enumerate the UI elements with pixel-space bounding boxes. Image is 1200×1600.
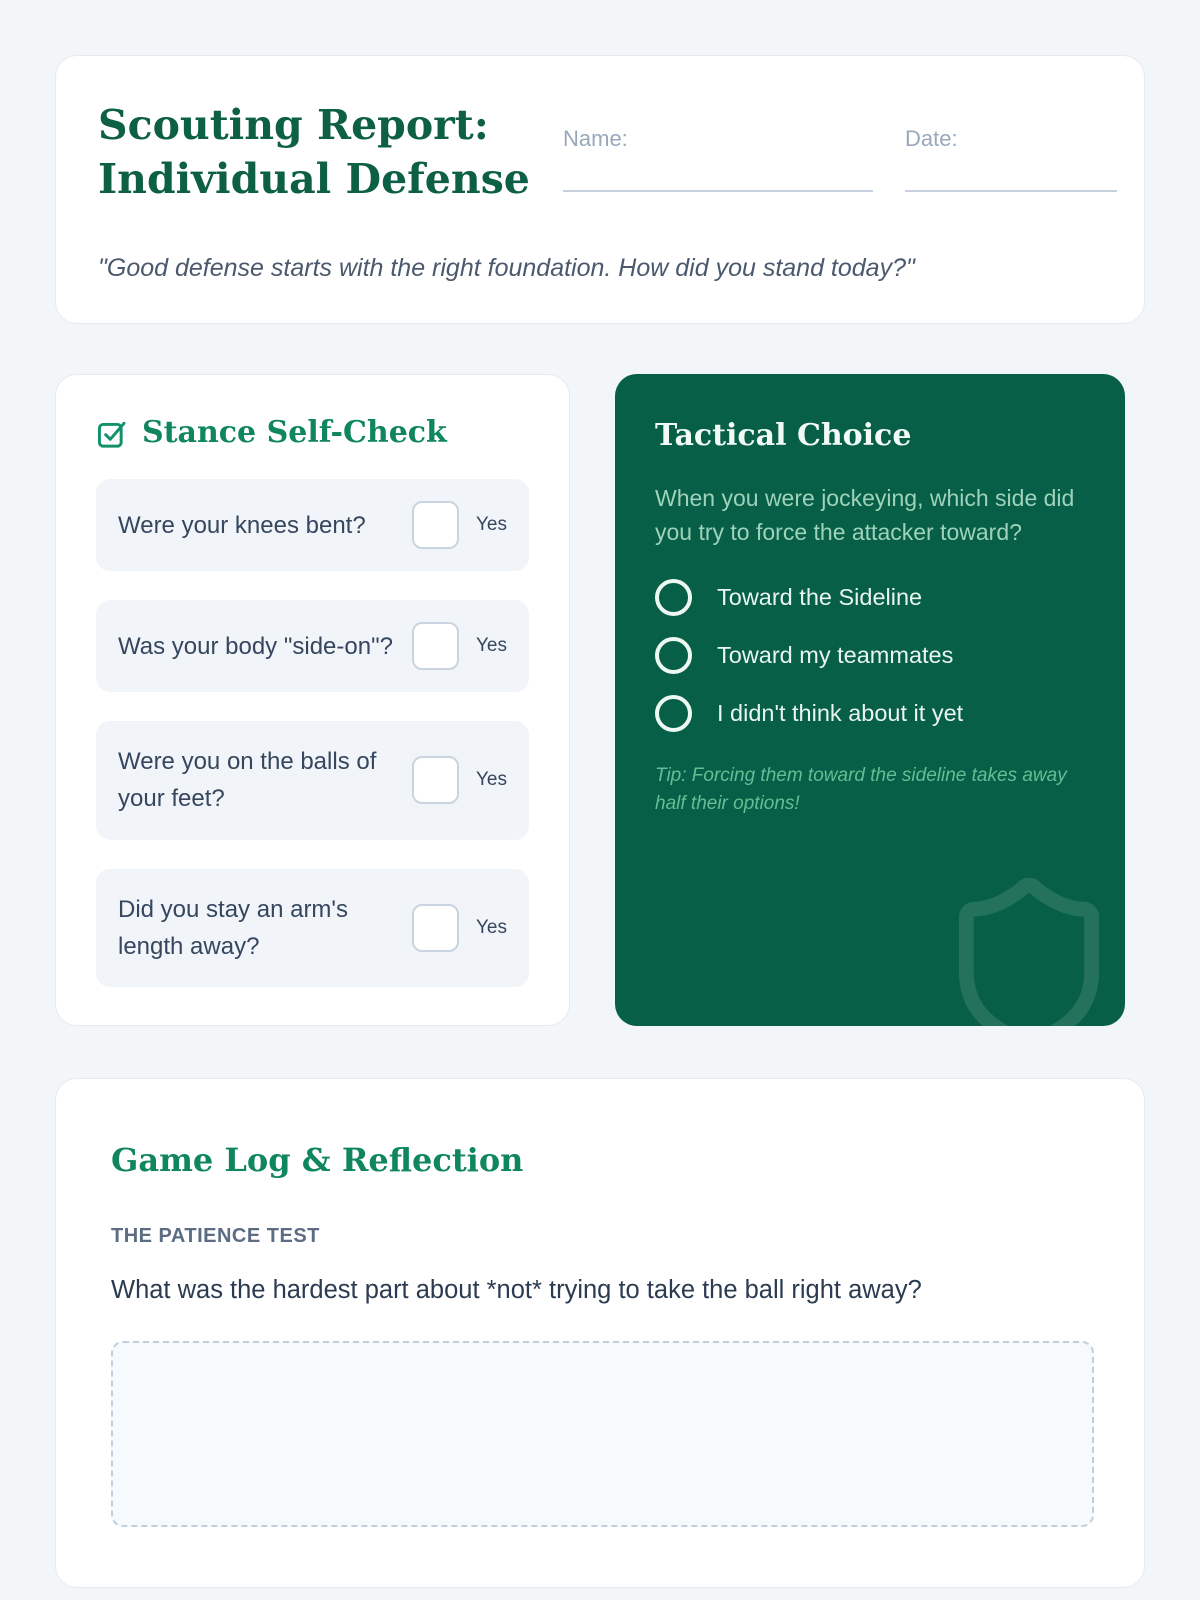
radio-button[interactable] bbox=[655, 695, 692, 732]
radio-label: Toward the Sideline bbox=[717, 584, 923, 611]
radio-button[interactable] bbox=[655, 637, 692, 674]
reflection-answer-textarea[interactable] bbox=[111, 1341, 1094, 1527]
coach-quote: "Good defense starts with the right foundation. How did you stand today?" bbox=[98, 254, 915, 283]
checkbox-check-icon bbox=[96, 417, 128, 449]
name-input[interactable] bbox=[563, 162, 873, 192]
yes-label: Yes bbox=[476, 514, 507, 536]
yes-label: Yes bbox=[476, 769, 507, 791]
reflection-subtitle: THE PATIENCE TEST bbox=[111, 1224, 320, 1247]
radio-label: Toward my teammates bbox=[717, 642, 954, 669]
yes-label: Yes bbox=[476, 635, 507, 657]
stance-question: Did you stay an arm's length away? bbox=[118, 895, 349, 960]
stance-check-row bbox=[96, 479, 529, 571]
header-top-row bbox=[98, 98, 1096, 206]
tactical-option-row bbox=[655, 695, 1085, 732]
tactical-question: When you were jockeying, which side did you try to force the attacker toward? bbox=[655, 485, 1075, 546]
radio-button[interactable] bbox=[655, 579, 692, 616]
tactical-title: Tactical Choice bbox=[655, 418, 912, 454]
stance-check-row bbox=[96, 721, 529, 839]
stance-check-row bbox=[96, 869, 529, 987]
stance-question: Was your body "side-on"? bbox=[118, 632, 393, 660]
stance-title: Stance Self-Check bbox=[142, 415, 447, 451]
date-input[interactable] bbox=[905, 162, 1117, 192]
name-label: Name: bbox=[563, 126, 628, 152]
stance-heading-row bbox=[96, 415, 529, 450]
tactical-option-row bbox=[655, 637, 1085, 674]
stance-checkbox[interactable] bbox=[412, 904, 459, 952]
radio-label: I didn't think about it yet bbox=[717, 700, 964, 727]
stance-self-check-card bbox=[55, 374, 570, 1026]
reflection-title: Game Log & Reflection bbox=[111, 1140, 524, 1179]
tactical-options bbox=[655, 579, 1085, 732]
shield-icon bbox=[935, 859, 1123, 1026]
yes-label: Yes bbox=[476, 916, 507, 938]
page-title: Scouting Report: Individual Defense bbox=[98, 101, 530, 204]
stance-check-row bbox=[96, 600, 529, 692]
reflection-question: What was the hardest part about *not* trying to take the ball right away? bbox=[111, 1275, 922, 1304]
date-field-group bbox=[905, 126, 1117, 192]
tactical-choice-card bbox=[615, 374, 1125, 1026]
name-field-group bbox=[563, 126, 873, 192]
middle-section bbox=[55, 374, 1145, 1026]
tactical-tip: Tip: Forcing them toward the sideline takes away half their options! bbox=[655, 765, 1067, 814]
game-log-card bbox=[55, 1078, 1145, 1588]
stance-checkbox[interactable] bbox=[412, 622, 459, 670]
date-label: Date: bbox=[905, 126, 958, 152]
tactical-option-row bbox=[655, 579, 1085, 616]
stance-question: Were your knees bent? bbox=[118, 511, 366, 539]
header-fields bbox=[563, 126, 1117, 192]
stance-question: Were you on the balls of your feet? bbox=[118, 748, 377, 813]
stance-checkbox[interactable] bbox=[412, 756, 459, 804]
header-card bbox=[55, 55, 1145, 324]
stance-checkbox[interactable] bbox=[412, 501, 459, 549]
